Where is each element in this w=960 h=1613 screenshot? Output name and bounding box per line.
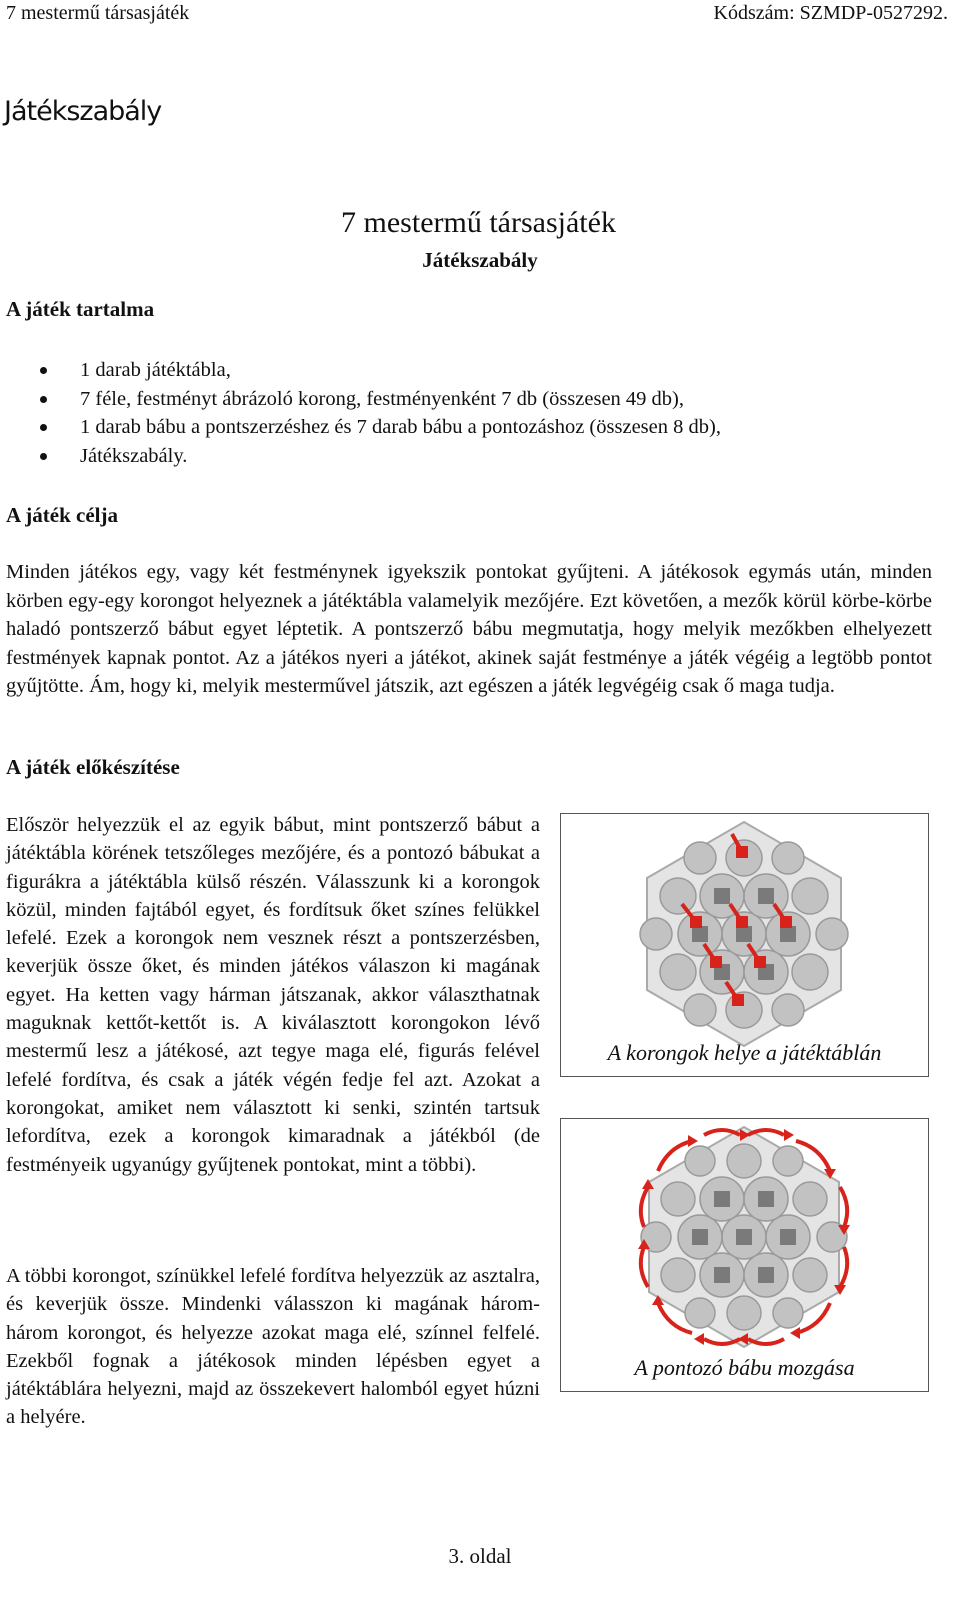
header-doc-title: 7 mestermű társasjáték — [6, 2, 190, 24]
setup-paragraph-2: A többi korongot, színükkel lefelé fordítva helyezzük az asztalra, és keverjük össze. Mindenki válasszon ki magának három-három korongot, és helyezze azokat maga elé, színnel felfelé. Ezekből fognak a játékosok minden lépésben egyet a játéktáblára helyezni, majd az összekevert halomból egyet húzni a helyére. — [6, 1265, 540, 1429]
goal-heading: A játék célja — [6, 503, 118, 527]
page-title — [0, 206, 960, 240]
list-item: 1 darab játéktábla, — [0, 356, 721, 385]
header-code: Kódszám: SZMDP-0527292. — [713, 2, 948, 24]
figure-scoring-movement — [560, 1118, 929, 1392]
contents-heading: A játék tartalma — [6, 297, 155, 321]
page-number: 3. oldal — [448, 1544, 512, 1568]
setup-heading: A játék előkészítése — [6, 755, 180, 779]
setup-paragraph-1: Először helyezzük el az egyik bábut, mint pontszerző bábut a játéktábla körének tetszőleges mezőjére, és a pontozó bábukat a figurákra a játéktábla külső részén. Válasszunk ki a korongok közül, minden fajtából egyet, és fordítsuk őket színes felükkel lefelé. Ezek a korongok nem vesznek részt a pontszerzésben, keverjük össze őket, és minden játékos válaszon ki magának egyet. Ha ketten vagy hárman játszanak, akkor választhatnak maguknak kettőt-kettőt is. A kiválasztott korongokon lévő mestermű lesz a játékosé, azt tegye maga elé, figurás felével lefelé fordítva, és csak a játék végén fedje fel azt. Azokat a korongokat, amiket nem választott ki senki, szintén tartsuk lefordítva, ezek a korongok kimaradnak a játékból (de festményeik ugyanúgy gyűjtenek pontokat, mint a többi). — [6, 814, 540, 1176]
list-item: 1 darab bábu a pontszerzéshez és 7 darab bábu a pontozáshoz (összesen 8 db), — [0, 413, 721, 442]
page-title-text: 7 mestermű társasjáték — [341, 206, 616, 239]
board-diagram-tiles — [561, 814, 928, 1076]
figure-tile-positions — [560, 813, 929, 1077]
section-title: Játékszabály — [4, 96, 162, 127]
page-subtitle: Játékszabály — [422, 248, 538, 272]
figure-caption: A korongok helye a játéktáblán — [607, 1040, 882, 1065]
figure-caption: A pontozó bábu mozgása — [634, 1355, 855, 1380]
list-item: Játékszabály. — [0, 442, 721, 471]
board-diagram-movement — [561, 1119, 928, 1391]
goal-paragraph: Minden játékos egy, vagy két festménynek igyekszik pontokat gyűjteni. A játékosok egymás után, minden körben egy-egy korongot helyeznek a játéktábla valamelyik mezőjére. Ezt követően, a mezők körül körbe-körbe haladó pontszerző bábut egyet léptetik. A pontszerző bábu megmutatja, hogy melyik mezőkben elhelyezett festmények kapnak pontot. Az a játékos nyeri a játékot, akinek saját festménye a játék végéig a legtöbb pontot gyűjtötte. Ám, hogy ki, melyik mesterművel játszik, azt egészen a játék legvégéig csak ő maga tudja. — [6, 561, 932, 697]
contents-list — [0, 356, 721, 470]
list-item: 7 féle, festményt ábrázoló korong, festményenként 7 db (összesen 49 db), — [0, 385, 721, 414]
